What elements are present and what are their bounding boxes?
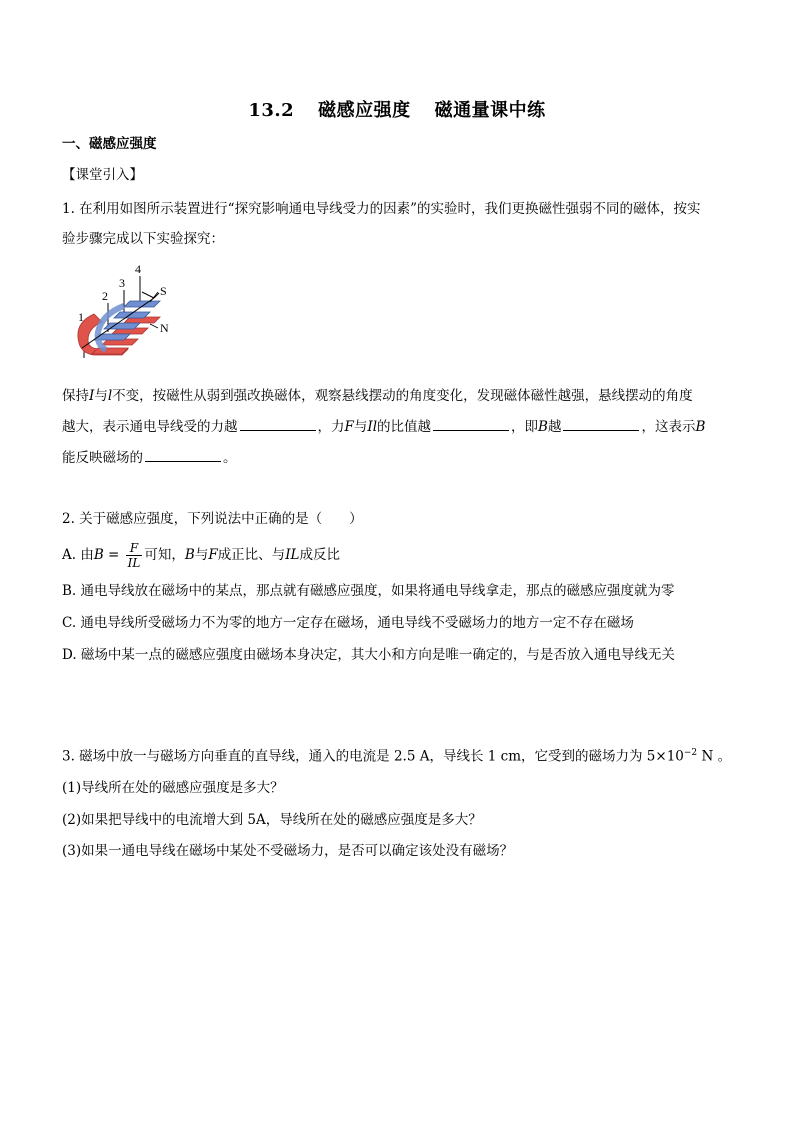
magnet-apparatus-figure	[62, 262, 182, 370]
q3-stem: 3. 磁场中放一与磁场方向垂直的直导线，通入的电流是 2.5 A，导线长 1 cm，它受到的磁场力为 $5\times 10^{-2}$ N 。	[62, 748, 732, 765]
section-heading: 一、磁感应强度	[62, 136, 157, 152]
pole-blue-2	[104, 323, 140, 329]
answer-blank-4[interactable]	[145, 447, 221, 462]
q1-stem-line2: 验步骤完成以下实验探究：	[62, 231, 224, 247]
q2-option-a[interactable]: A. 由B = $\frac{F}{IL}$ 可知，B与F成正比、与IL成反比	[62, 541, 340, 570]
answer-blank-3[interactable]	[563, 416, 639, 431]
q3-sub-3: (3)如果一通电导线在磁场中某处不受磁场力，是否可以确定该处没有磁场？	[62, 843, 514, 859]
q1-para-line2: 越大，表示通电导线受的力越 ，力F与Il的比值越 ，即B越 ，这表示B	[62, 416, 705, 437]
fraction-f-over-il: $\frac{F}{IL}$	[127, 541, 141, 570]
label-4: 4	[135, 262, 141, 276]
q2-option-c[interactable]: C. 通电导线所受磁场力不为零的地方一定存在磁场，通电导线不受磁场力的地方一定不存在磁场	[62, 615, 634, 631]
title-code: 13.2	[248, 100, 295, 121]
answer-blank-1[interactable]	[240, 416, 316, 431]
pole-red-bottom	[92, 348, 128, 354]
q3-sub-2: (2)如果把导线中的电流增大到 5A，导线所在处的磁感应强度是多大？	[62, 812, 482, 828]
label-n: N	[160, 321, 169, 335]
magnet-u-shape	[78, 301, 160, 355]
title-main: 磁感应强度	[318, 100, 411, 121]
intro-tag: 【课堂引入】	[62, 167, 143, 183]
q1-stem-line1: 1. 在利用如图所示装置进行“探究影响通电导线受力的因素”的实验时，我们更换磁性强弱不同的磁体，按实	[62, 201, 701, 217]
label-2: 2	[102, 289, 108, 303]
q3-sub-1: (1)导线所在处的磁感应强度是多大？	[62, 780, 284, 796]
q2-option-d[interactable]: D. 磁场中某一点的磁感应强度由磁场本身决定，其大小和方向是唯一确定的，与是否放入通电导线无关	[62, 647, 675, 663]
q2-option-b[interactable]: B. 通电导线放在磁场中的某点，那点就有磁感应强度，如果将通电导线拿走，那点的磁感应强度就为零	[62, 583, 675, 599]
page-title	[0, 96, 794, 122]
answer-blank-2[interactable]	[433, 416, 509, 431]
label-3: 3	[119, 276, 125, 290]
title-sub: 磁通量课中练	[434, 100, 546, 121]
label-1: 1	[78, 310, 84, 324]
label-s: S	[160, 284, 167, 298]
q2-stem: 2. 关于磁感应强度，下列说法中正确的是（ ）	[62, 511, 363, 527]
q1-para-line3: 能反映磁场的 。	[62, 447, 237, 468]
q1-para-line1: 保持I与l不变，按磁性从弱到强改换磁体，观察悬线摆动的角度变化，发现磁体磁性越强，悬线摆动的角度	[62, 388, 693, 404]
